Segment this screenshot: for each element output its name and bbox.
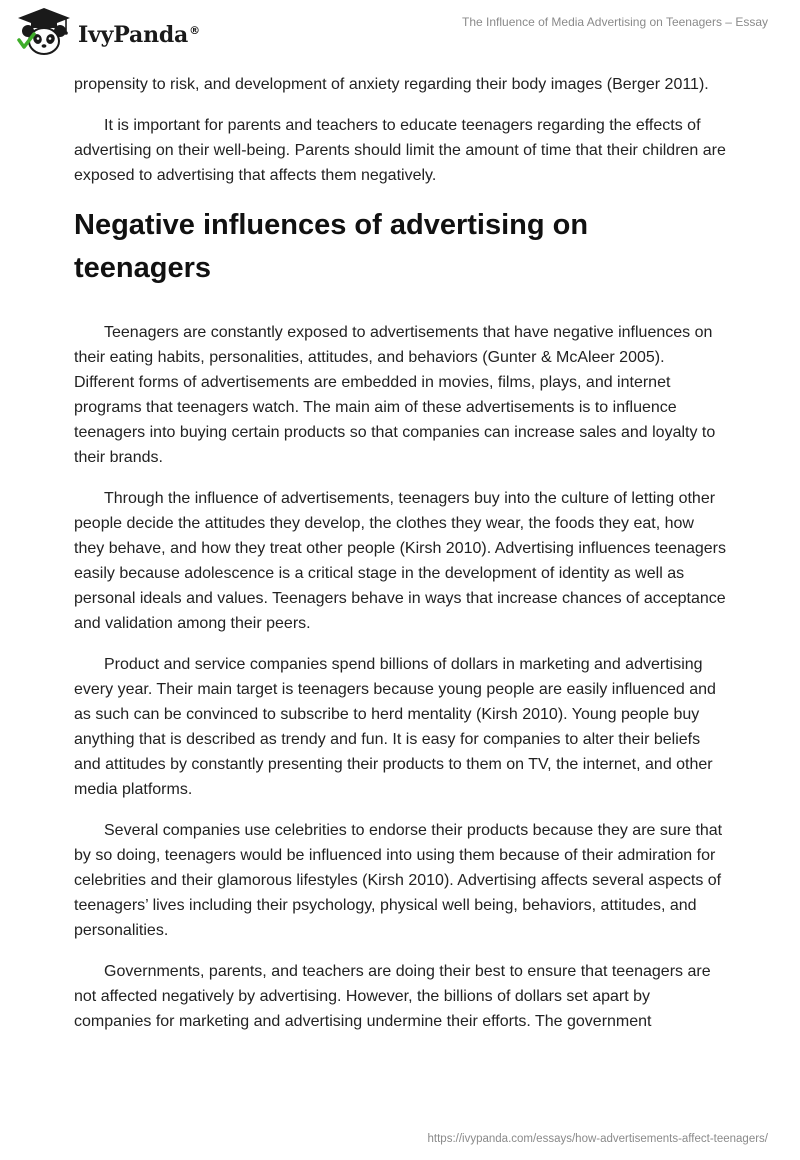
- section-heading: Negative influences of advertising on teenagers: [74, 209, 589, 284]
- body-paragraph: Through the influence of advertisements, teenagers buy into the culture of letting other people decide the attitudes they develop, the clothes they wear, the foods they eat, how they behave, and how they treat other people (Kirsh 2010). Advertising influences teenagers easily because adolescence is a critical stage in the development of identity as well as personal ideals and values. Teenagers behave in ways that increase chances of acceptance and validation among their peers.: [74, 490, 726, 632]
- paragraph-continuation: propensity to risk, and development of anxiety regarding their body images (Berger 2011).: [74, 76, 709, 93]
- registered-mark: ®: [189, 23, 200, 37]
- essay-body: [74, 72, 728, 1050]
- body-paragraph: Governments, parents, and teachers are doing their best to ensure that teenagers are not affected negatively by advertising. However, the billions of dollars set apart by companies for marketing and advertising undermine their efforts. The government: [74, 963, 711, 1030]
- body-paragraph: Teenagers are constantly exposed to advertisements that have negative influences on their eating habits, personalities, attitudes, and behaviors (Gunter & McAleer 2005). Different forms of advertisements are embedded in movies, films, plays, and internet programs that teenagers watch. The main aim of these advertisements is to influence teenagers into buying certain products so that companies can increase sales and loyalty to their brands.: [74, 324, 716, 466]
- document-title: The Influence of Media Advertising on Teenagers – Essay: [462, 15, 768, 29]
- body-paragraph: Several companies use celebrities to endorse their products because they are sure that by so doing, teenagers would be influenced into using them because of their admiration for celebrities and their glamorous lifestyles (Kirsh 2010). Advertising affects several aspects of teenagers’ lives including their psychology, physical well being, behaviors, attitudes, and personalities.: [74, 822, 723, 939]
- logo-wordmark: IvyPanda®: [78, 22, 200, 48]
- page-header: [0, 0, 800, 72]
- body-paragraph: Product and service companies spend billions of dollars in marketing and advertising every year. Their main target is teenagers because young people are easily influenced and as such can be convinced to subscribe to herd mentality (Kirsh 2010). Young people buy anything that is described as trendy and fun. It is easy for companies to alter their beliefs and attitudes by constantly presenting their products to them on TV, the internet, and other media platforms.: [74, 656, 716, 798]
- panda-graduate-icon: [14, 6, 74, 58]
- ivypanda-logo[interactable]: [14, 6, 200, 58]
- paragraph-intro: It is important for parents and teachers to educate teenagers regarding the effects of advertising on their well-being. Parents should limit the amount of time that their children are exposed to advertising that affects them negatively.: [74, 117, 726, 184]
- source-url-link[interactable]: https://ivypanda.com/essays/how-advertisements-affect-teenagers/: [427, 1133, 768, 1145]
